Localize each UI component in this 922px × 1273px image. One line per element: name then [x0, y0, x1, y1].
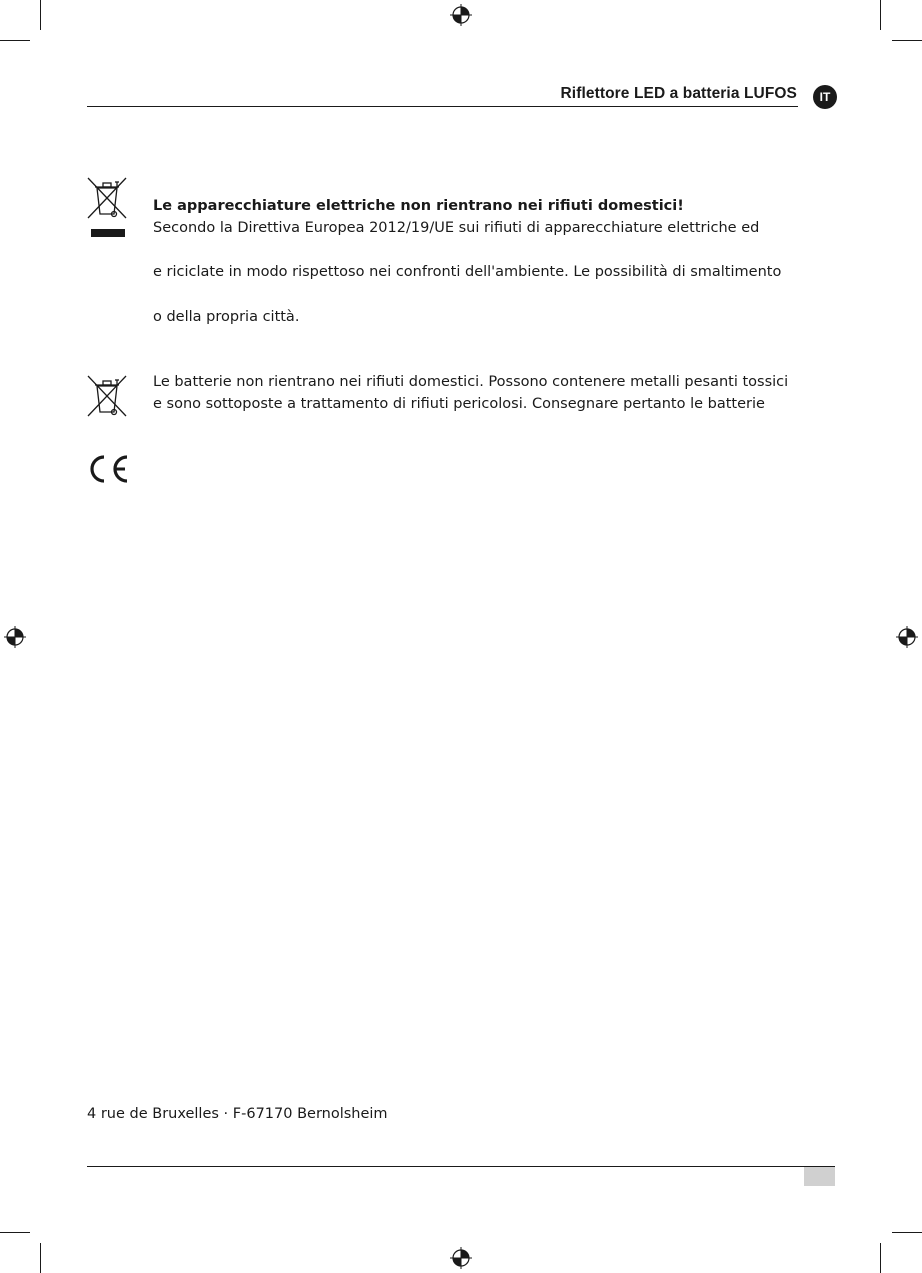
- crop-mark: [40, 0, 41, 30]
- crop-mark: [880, 1243, 881, 1273]
- page-number-box: [804, 1167, 835, 1186]
- crossed-bin-icon: [86, 176, 128, 238]
- registration-mark-icon: [4, 626, 26, 648]
- crop-mark: [892, 1232, 922, 1233]
- battery-line: Le batterie non rientrano nei rifiuti domestici. Possono contenere metalli pesanti tossici: [153, 374, 789, 390]
- header-rule: [87, 106, 798, 107]
- crop-mark: [880, 0, 881, 30]
- crop-mark: [0, 40, 30, 41]
- registration-mark-icon: [450, 4, 472, 26]
- weee-line: o della propria città.: [153, 309, 300, 325]
- crossed-bin-icon: [86, 374, 128, 420]
- battery-line: e sono sottoposte a trattamento di rifiuti pericolosi. Consegnare pertanto le batterie: [153, 396, 765, 412]
- weee-line: e riciclate in modo rispettoso nei confronti dell'ambiente. Le possibilità di smaltimento: [153, 264, 782, 280]
- language-badge: IT: [813, 85, 837, 109]
- registration-mark-icon: [896, 626, 918, 648]
- crop-mark: [40, 1243, 41, 1273]
- crop-mark: [0, 1232, 30, 1233]
- footer-address: 4 rue de Bruxelles · F-67170 Bernolsheim: [87, 1106, 388, 1122]
- footer-rule: [87, 1166, 835, 1167]
- weee-heading: Le apparecchiature elettriche non rientrano nei rifiuti domestici!: [153, 198, 684, 214]
- ce-mark-icon: [86, 454, 130, 484]
- page-header-title: Riflettore LED a batteria LUFOS: [560, 85, 797, 102]
- crop-mark: [892, 40, 922, 41]
- weee-line: Secondo la Direttiva Europea 2012/19/UE sui rifiuti di apparecchiature elettriche ed: [153, 220, 760, 236]
- registration-mark-icon: [450, 1247, 472, 1269]
